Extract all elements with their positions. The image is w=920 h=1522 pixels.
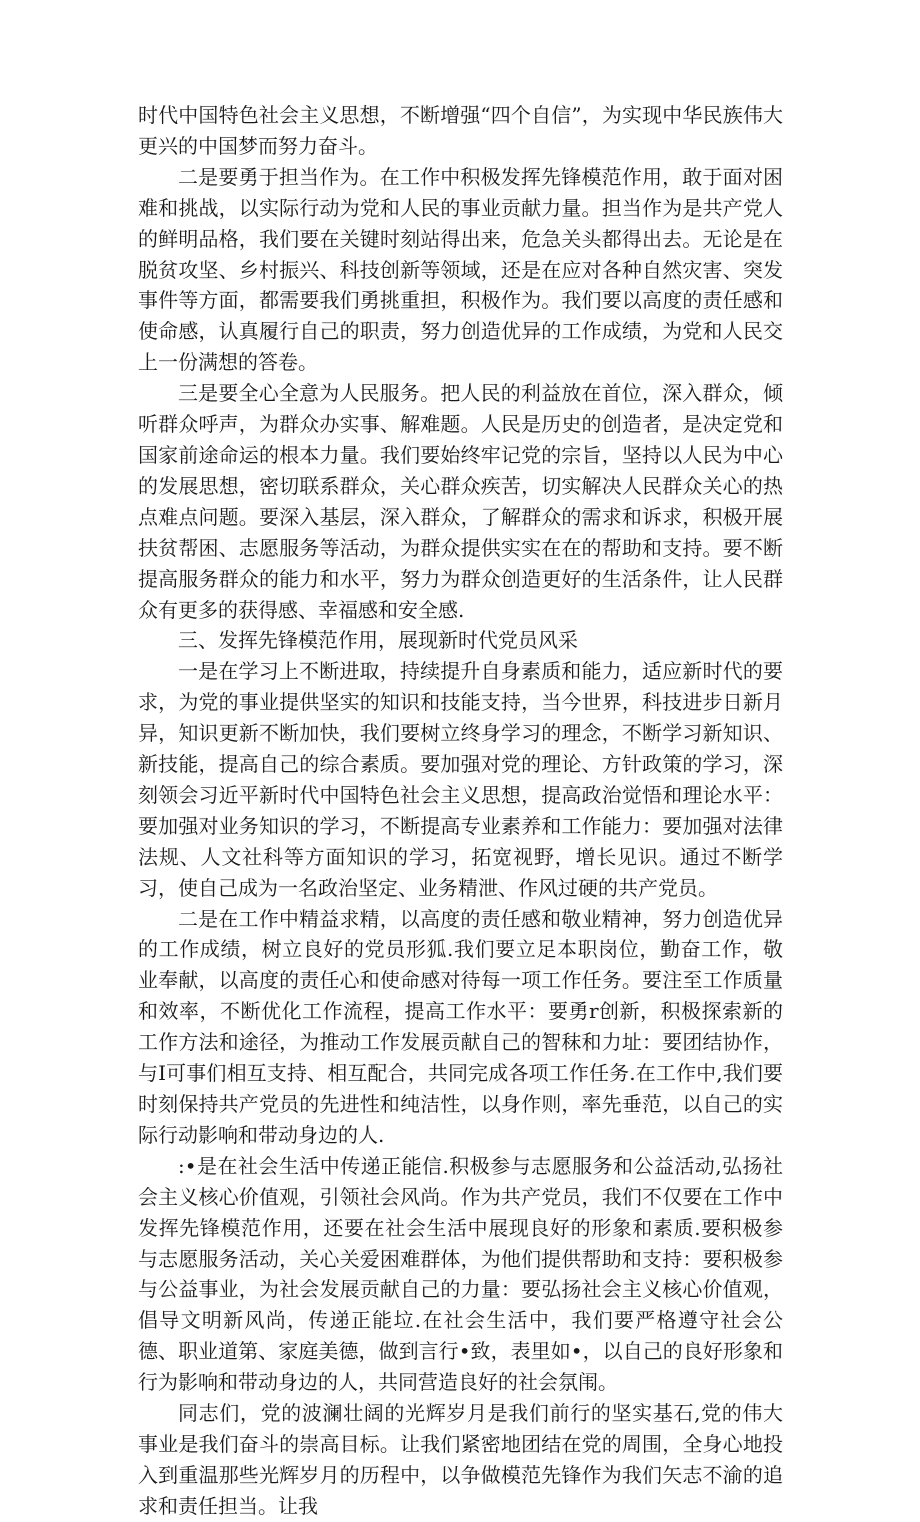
paragraph-take-responsibility: 二是要勇于担当作为。在工作中积极发挥先锋模范作用，敢于面对困难和挑战，以实际行动为党和人民的事业贡献力量。担当作为是共产党人的鲜明品格，我们要在关键时刻站得出来，危急关头都得出去。无论是在脱贫攻坚、乡村振兴、科技创新等领域，还是在应对各种自然灾害、突发事件等方面，都需要我们勇挑重担，积极作为。我们要以高度的责任感和使命感，认真履行自己的职责，努力创造优异的工作成绩，为党和人民交上一份满想的答卷。 <box>138 164 783 375</box>
paragraph-work-excellence: 二是在工作中精益求精，以高度的责任感和敬业精神，努力创造优异的工作成绩，树立良好的党员形狐.我们要立足本职岗位，勤奋工作，敬业奉献，以高度的责任心和使命感对待每一项工作任务。要注至工作质量和效率，不断优化工作流程，提高工作水平：要勇r创新，积极探索新的工作方法和途径，为推动工作发展贡献自己的智秣和力址：要团结协作，与I可事们相互支持、相互配合，共同完成各项工作任务.在工作中,我们要时刻保持共产党员的先进性和纯洁性，以身作则，率先垂范，以自己的实际行动影响和带动身边的人. <box>138 906 783 1147</box>
paragraph-social-life: :•是在社会生活中传递正能信.积极参与志愿服务和公益活动,弘扬社会主义核心价值观，引领社会风尚。作为共产党员，我们不仅要在工作中发挥先锋模范作用，还要在社会生活中展现良好的形象和素质.要积极参与志愿服务活动，关心关爱困难群体，为他们提供帮助和支持：要积极参与公益事业，为社会发展贡献自己的力量：要弘扬社会主义核心价值观，倡导文明新风尚，传递正能垃.在社会生活中，我们要严格遵守社会公德、职业道第、家庭美德，做到言行•致，表里如•，以自己的良好形象和行为影响和带动身边的人，共同营造良好的社会氛闱。 <box>138 1153 783 1395</box>
paragraph-continuation: 时代中国特色社会主义思想，不断增强“四个自信”，为实现中华民族伟大更兴的中国梦而努力奋斗。 <box>138 103 783 158</box>
paragraph-serve-people: 三是要全心全意为人民服务。把人民的利益放在首位，深入群众，倾听群众呼声，为群众办实事、解难题。人民是历史的创造者，是决定党和国家前途命运的根本力量。我们要始终牢记党的宗旨，坚持以人民为中心的发展思想，密切联系群众，关心群众疾苦，切实解决人民群众关心的热点难点问题。要深入基层，深入群众，了解群众的需求和诉求，积极开展扶贫帮困、志愿服务等活动，为群众提供实实在在的帮助和支持。要不断提高服务群众的能力和水平，努力为群众创造更好的生活条件，让人民群众有更多的获得感、幸福感和安全感. <box>138 381 783 622</box>
document-page <box>138 100 783 1522</box>
paragraph-learning: 一是在学习上不断进取，持续提升自身素质和能力，适应新时代的要求，为党的事业提供坚实的知识和技能支持，当今世界，科技进步日新月异，知识更新不断加快，我们要树立终身学习的理念，不断学习新知识、新技能，提高自己的综合素质。要加强对党的理论、方针政策的学习，深刻领会习近平新时代中国特色社会主义思想，提高政治觉悟和理论水平：要加强对业务知识的学习，不断提高专业素养和工作能力：要加强对法律法规、人文社科等方面知识的学习，拓宽视野，增长见识。通过不断学习，使自己成为一名政治坚定、业务精泄、作风过硬的共产党员。 <box>138 659 783 900</box>
paragraph-closing: 同志们，党的波澜壮阔的光辉岁月是我们前行的坚实基石,党的伟大事业是我们奋斗的崇高目标。让我们紧密地团结在党的周围，全身心地投入到重温那些光辉岁月的历程中，以争做模范先锋作为我们矢志不渝的追求和责任担当。让我 <box>138 1401 783 1518</box>
section-heading: 三、发挥先锋模范作用，展现新时代党员风采 <box>178 628 578 653</box>
